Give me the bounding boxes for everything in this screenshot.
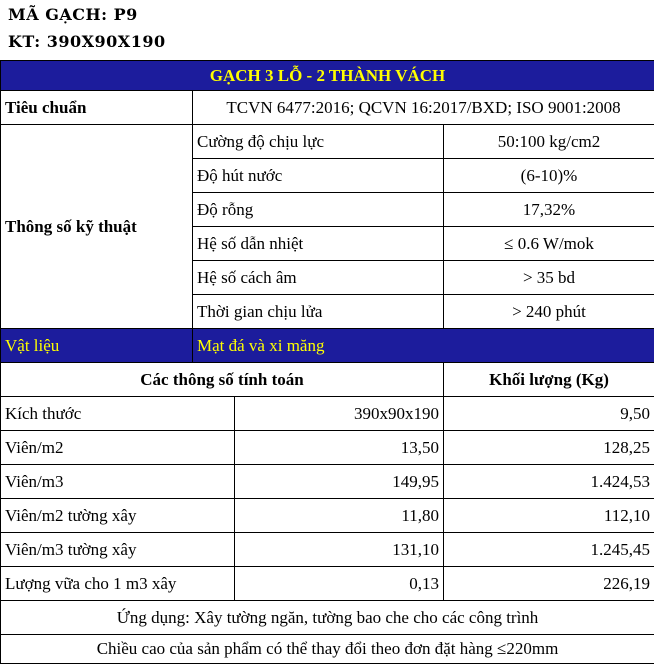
specs-label: Thông số kỹ thuật	[1, 125, 193, 329]
calc-weight: 1.245,45	[444, 533, 654, 567]
calc-qty: 0,13	[235, 567, 444, 601]
calc-name: Viên/m2	[1, 431, 235, 465]
standard-value: TCVN 6477:2016; QCVN 16:2017/BXD; ISO 9001:2008	[193, 91, 654, 125]
spec-name: Hệ số cách âm	[193, 261, 444, 295]
note-row	[1, 635, 654, 664]
spec-row	[1, 125, 654, 159]
standard-label: Tiêu chuẩn	[1, 91, 193, 125]
application-text: Ứng dụng: Xây tường ngăn, tường bao che cho các công trình	[1, 601, 654, 635]
spec-name: Thời gian chịu lửa	[193, 295, 444, 329]
calc-weight: 1.424,53	[444, 465, 654, 499]
spec-value: > 240 phút	[444, 295, 654, 329]
calc-name: Kích thước	[1, 397, 235, 431]
height-note: Chiều cao của sản phẩm có thể thay đổi theo đơn đặt hàng ≤220mm	[1, 635, 654, 664]
calc-qty: 13,50	[235, 431, 444, 465]
spec-value: > 35 bd	[444, 261, 654, 295]
calc-weight: 226,19	[444, 567, 654, 601]
material-label: Vật liệu	[1, 329, 193, 363]
standard-row	[1, 91, 654, 125]
calc-name: Lượng vữa cho 1 m3 xây	[1, 567, 235, 601]
calc-header-row	[1, 363, 654, 397]
calc-qty: 131,10	[235, 533, 444, 567]
table-row	[1, 431, 654, 465]
calc-name: Viên/m3 tường xây	[1, 533, 235, 567]
spec-value: 50:100 kg/cm2	[444, 125, 654, 159]
calc-param-header: Các thông số tính toán	[1, 363, 444, 397]
spec-table	[0, 60, 654, 664]
calc-qty: 11,80	[235, 499, 444, 533]
spec-value: ≤ 0.6 W/mok	[444, 227, 654, 261]
calc-name: Viên/m2 tường xây	[1, 499, 235, 533]
calc-qty: 149,95	[235, 465, 444, 499]
spec-name: Hệ số dẫn nhiệt	[193, 227, 444, 261]
spec-name: Cường độ chịu lực	[193, 125, 444, 159]
material-value: Mạt đá và xi măng	[193, 329, 654, 363]
calc-weight: 9,50	[444, 397, 654, 431]
brick-size: KT: 390X90X190	[8, 32, 166, 51]
table-row	[1, 567, 654, 601]
product-title: GẠCH 3 LỖ - 2 THÀNH VÁCH	[1, 61, 654, 91]
calc-weight: 128,25	[444, 431, 654, 465]
table-row	[1, 533, 654, 567]
spec-name: Độ hút nước	[193, 159, 444, 193]
material-row	[1, 329, 654, 363]
title-row	[1, 61, 654, 91]
table-row	[1, 499, 654, 533]
calc-weight-header: Khối lượng (Kg)	[444, 363, 654, 397]
brick-code: MÃ GẠCH: P9	[8, 5, 138, 24]
calc-name: Viên/m3	[1, 465, 235, 499]
application-row	[1, 601, 654, 635]
table-row	[1, 465, 654, 499]
spec-value: 17,32%	[444, 193, 654, 227]
calc-weight: 112,10	[444, 499, 654, 533]
spec-value: (6-10)%	[444, 159, 654, 193]
spec-name: Độ rỗng	[193, 193, 444, 227]
table-row	[1, 397, 654, 431]
calc-qty: 390x90x190	[235, 397, 444, 431]
